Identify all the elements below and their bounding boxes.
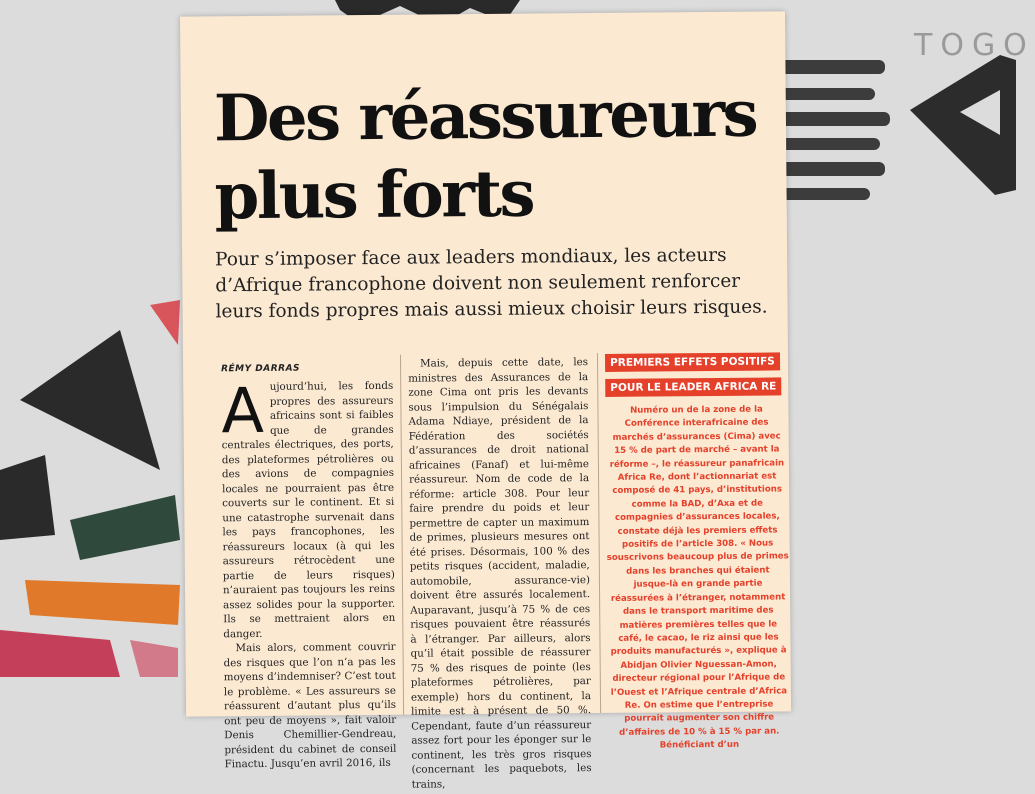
brush-stroke-pink-small	[130, 640, 178, 677]
article-column-1	[221, 373, 397, 772]
brand-logo: TOGO	[914, 28, 1035, 63]
brush-triangle-pink	[150, 300, 180, 345]
article-column-2	[408, 355, 592, 792]
sidebar-heading-line-2: POUR LE LEADER AFRICA RE	[605, 377, 781, 397]
brush-stripes-right	[780, 60, 890, 200]
column-divider	[400, 355, 404, 715]
article-byline: RÉMY DARRAS	[221, 363, 301, 375]
article-paragraph: Mais, depuis cette date, les ministres des Assurances de la zone Cima ont pris les devants sous l’impulsion du Sénégalais Adama Ndiaye, président de la Fédération des sociétés d’assurances de droit national africaines (Fanaf) et lui-même réassureur. Nom de code de la réforme: article 308. Pour leur faire prendre du poids et leur permettre de capter un maximum de primes, plusieurs mesures ont été prises. Désormais, 100 % des petits risques (accident, maladie, automobile, assurance-vie) doivent être assurés localement. Auparavant, jusqu’à 75 % de ces risques pouvaient être réassurés à l’étranger. Par ailleurs, alors qu’il était possible de réassurer 75 % des risques de pointe (les plateformes pétrolières, par exemple) hors du continent, la limite est à présent de 50 %. Cependant, faute d’un réassureur assez fort pour les éponger sur le continent, les très gros risques (concernant les paquebots, les trains,	[408, 356, 592, 791]
sidebar-heading-line-1: PREMIERS EFFETS POSITIFS	[605, 352, 780, 372]
sidebar-box	[605, 349, 791, 753]
drop-cap: A	[221, 373, 265, 448]
article-lede: Pour s’imposer face aux leaders mondiaux, les acteurs d’Afrique francophone doivent non seulement renforcer leurs fonds propres mais aussi mieux choisir leurs risques.	[215, 244, 768, 323]
brush-triangle-black-2	[0, 455, 55, 540]
column-divider	[597, 353, 601, 713]
magazine-page	[180, 11, 791, 791]
sidebar-body: Numéro un de la zone de la Conférence interafricaine des marchés d’assurances (Cima) avec 15 % de part de marché – avant la réforme –, le réassureur panafricain Africa Re, dont l’actionnariat est composé de 41 pays, d’institutions comme la BAD, d’Axa et de compagnies d’assurances locales, constate déjà les premiers effets positifs de l’article 308. « Nous souscrivons beaucoup plus de primes dans les branches qui étaient jusque-là en grande partie réassurées à l’étranger, notamment dans le transport maritime des matières premières telles que le café, le cacao, le riz ainsi que les produits manufacturés », explique à Abidjan Olivier Nguessan-Amon, directeur régional pour l’Afrique de l’Ouest et l’Afrique centrale d’Africa Re. On estime que l’entreprise pourrait augmenter son chiffre d’affaires de 10 % à 15 % par an. Bénéficiant d’un	[606, 404, 789, 751]
brush-stroke-red	[0, 630, 120, 677]
brush-triangle-black-1	[20, 330, 160, 470]
article-paragraph: ujourd’hui, les fonds propres des assureurs africains sont si faibles que de grandes centrales électriques, des ports, des plateformes pétrolières ou des avions de compagnies locales ne pourraient pas être couverts sur le continent. Et si une catastrophe survenait dans les pays francophones, les réassureurs locaux (à qui les assureurs rétrocèdent une partie de leurs risques) n’auraient pas toujours les reins assez solides pour la supporter. Ils se mettraient alors en danger.	[221, 379, 396, 640]
brush-stroke-orange	[25, 580, 180, 625]
brush-arrow-right	[910, 55, 1016, 195]
brush-stroke-green	[70, 495, 180, 560]
article-title: Des réassureurs plus forts	[213, 76, 757, 235]
article-paragraph: Mais alors, comment couvrir des risques que l’on n’a pas les moyens d’indemniser? C’est tout le problème. « Les assureurs se réassurent d’autant plus qu’ils ont peu de moyens », fait valoir Denis Chemillier-Gendreau, président du cabinet de conseil Finactu. Jusqu’en avril 2016, ils	[223, 640, 397, 771]
